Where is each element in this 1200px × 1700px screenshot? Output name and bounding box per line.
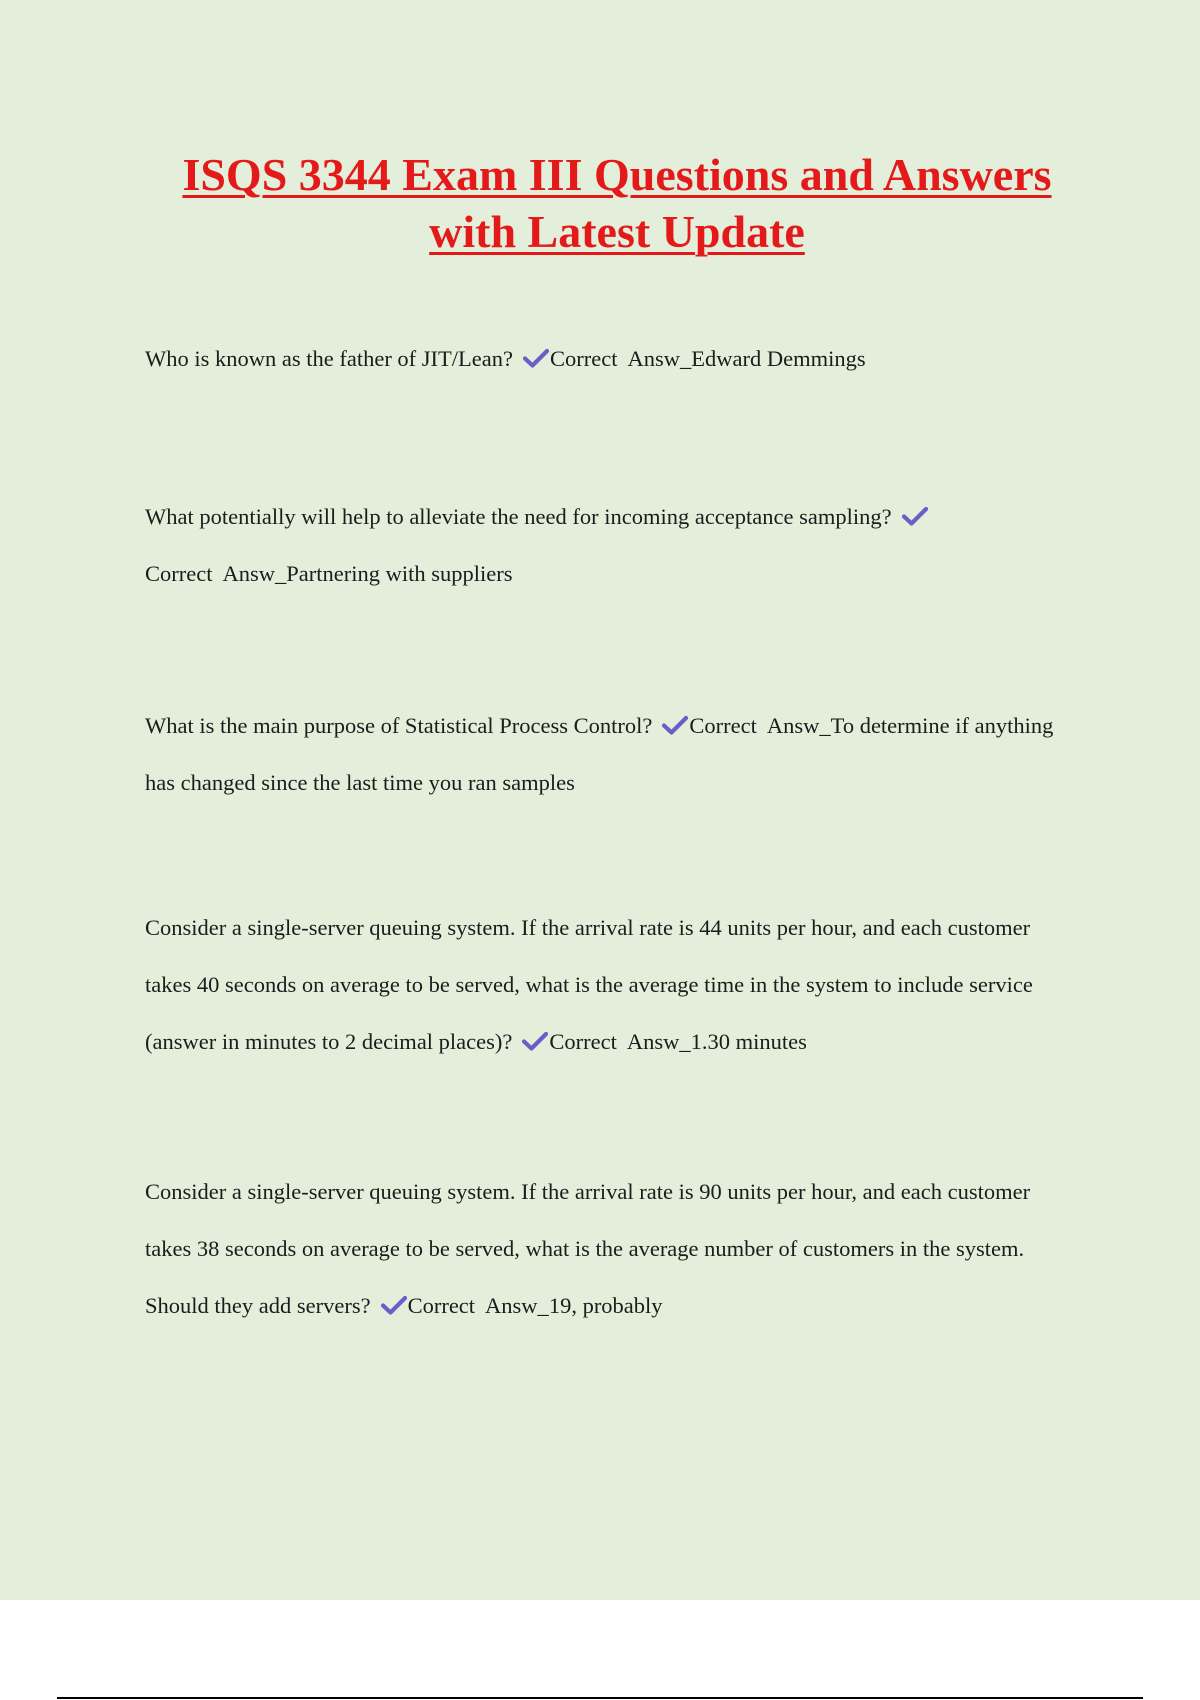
qa-item-5: [145, 1163, 1080, 1334]
checkmark-icon: [381, 1295, 407, 1315]
checkmark-icon: [523, 348, 549, 368]
question-text: Consider a single-server queuing system. If the arrival rate is 44 units per hour, and each customer takes 40 seconds on average to be served, what is the average time in the system to include service (answer in minutes to 2 decimal places)?: [145, 915, 1033, 1054]
answer-prefix: Correct Answ_: [145, 561, 287, 586]
answer-prefix: Correct Answ_: [549, 1029, 691, 1054]
document-title: [100, 146, 1134, 260]
answer-prefix: Correct Answ_: [407, 1293, 549, 1318]
question-text: What is the main purpose of Statistical Process Control?: [145, 713, 653, 738]
title-line-2: with Latest Update: [429, 206, 805, 257]
qa-item-4: [145, 899, 1080, 1070]
answer-prefix: Correct Answ_: [550, 346, 692, 371]
answer-text: Edward Demmings: [691, 346, 866, 371]
footer-divider: [57, 1697, 1143, 1699]
question-text: What potentially will help to alleviate the need for incoming acceptance sampling?: [145, 504, 892, 529]
qa-item-2: [145, 488, 1080, 602]
answer-prefix: Correct Answ_: [689, 713, 831, 738]
checkmark-icon: [902, 506, 928, 526]
answer-text: 19, probably: [548, 1293, 663, 1318]
checkmark-icon: [662, 715, 688, 735]
qa-item-1: [145, 330, 1080, 387]
qa-item-3: [145, 697, 1080, 811]
question-text: Consider a single-server queuing system. If the arrival rate is 90 units per hour, and each customer takes 38 seconds on average to be served, what is the average number of customers in the system. Should they add servers?: [145, 1179, 1031, 1318]
title-line-1: ISQS 3344 Exam III Questions and Answers: [182, 149, 1052, 200]
answer-text: 1.30 minutes: [690, 1029, 807, 1054]
checkmark-icon: [522, 1031, 548, 1051]
answer-text: Partnering with suppliers: [286, 561, 513, 586]
answer-text: To determine if anything has changed since the last time you ran samples: [145, 713, 1054, 795]
question-text: Who is known as the father of JIT/Lean?: [145, 346, 513, 371]
